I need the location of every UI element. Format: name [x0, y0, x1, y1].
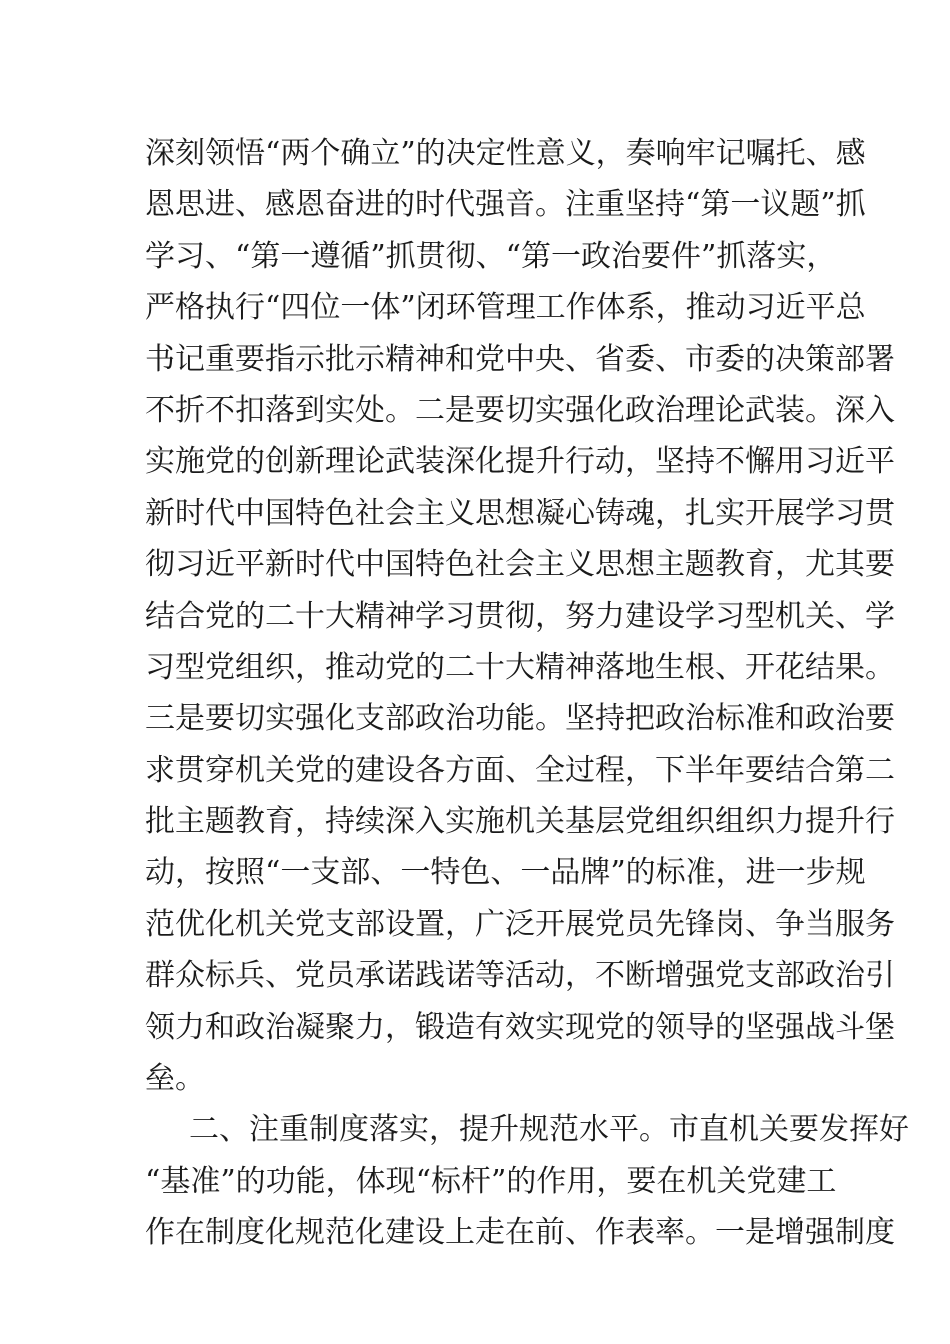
text-line: 批主题教育，持续深入实施机关基层党组织组织力提升行 — [145, 804, 895, 840]
text-line: 领力和政治凝聚力，锻造有效实现党的领导的坚强战斗堡 — [145, 1009, 895, 1045]
text-line: “基准”的功能，体现“标杆”的作用，要在机关党建工 — [145, 1163, 837, 1199]
text-line: 深刻领悟“两个确立”的决定性意义，奏响牢记嘱托、感 — [145, 136, 866, 171]
text-line: 结合党的二十大精神学习贯彻，努力建设学习型机关、学 — [145, 598, 895, 634]
text-line: 学习、“第一遵循”抓贯彻、“第一政治要件”抓落实， — [145, 238, 837, 274]
text-line: 实施党的创新理论武装深化提升行动，坚持不懈用习近平 — [145, 444, 895, 480]
text-line: 习型党组织，推动党的二十大精神落地生根、开花结果。 — [145, 649, 895, 685]
text-line: 彻习近平新时代中国特色社会主义思想主题教育，尤其要 — [145, 547, 895, 583]
text-line: 作在制度化规范化建设上走在前、作表率。一是增强制度 — [145, 1215, 895, 1251]
paragraph-heading-line: 二、注重制度落实，提升规范水平。市直机关要发挥好 — [189, 1112, 909, 1148]
text-line: 三是要切实强化支部政治功能。坚持把政治标准和政治要 — [145, 701, 895, 737]
text-line: 垒。 — [145, 1061, 205, 1097]
text-line: 恩思进、感恩奋进的时代强音。注重坚持“第一议题”抓 — [145, 187, 866, 223]
text-line: 新时代中国特色社会主义思想凝心铸魂，扎实开展学习贯 — [145, 495, 895, 531]
text-line: 书记重要指示批示精神和党中央、省委、市委的决策部署 — [145, 341, 895, 377]
body-text — [145, 128, 909, 1259]
text-line: 范优化机关党支部设置，广泛开展党员先锋岗、争当服务 — [145, 906, 895, 942]
text-line: 求贯穿机关党的建设各方面、全过程，下半年要结合第二 — [145, 752, 895, 788]
text-line: 严格执行“四位一体”闭环管理工作体系，推动习近平总 — [145, 290, 866, 326]
text-line: 群众标兵、党员承诺践诺等活动，不断增强党支部政治引 — [145, 958, 895, 994]
text-line: 不折不扣落到实处。二是要切实强化政治理论武装。深入 — [145, 392, 895, 428]
text-line: 动，按照“一支部、一特色、一品牌”的标准，进一步规 — [145, 855, 866, 891]
